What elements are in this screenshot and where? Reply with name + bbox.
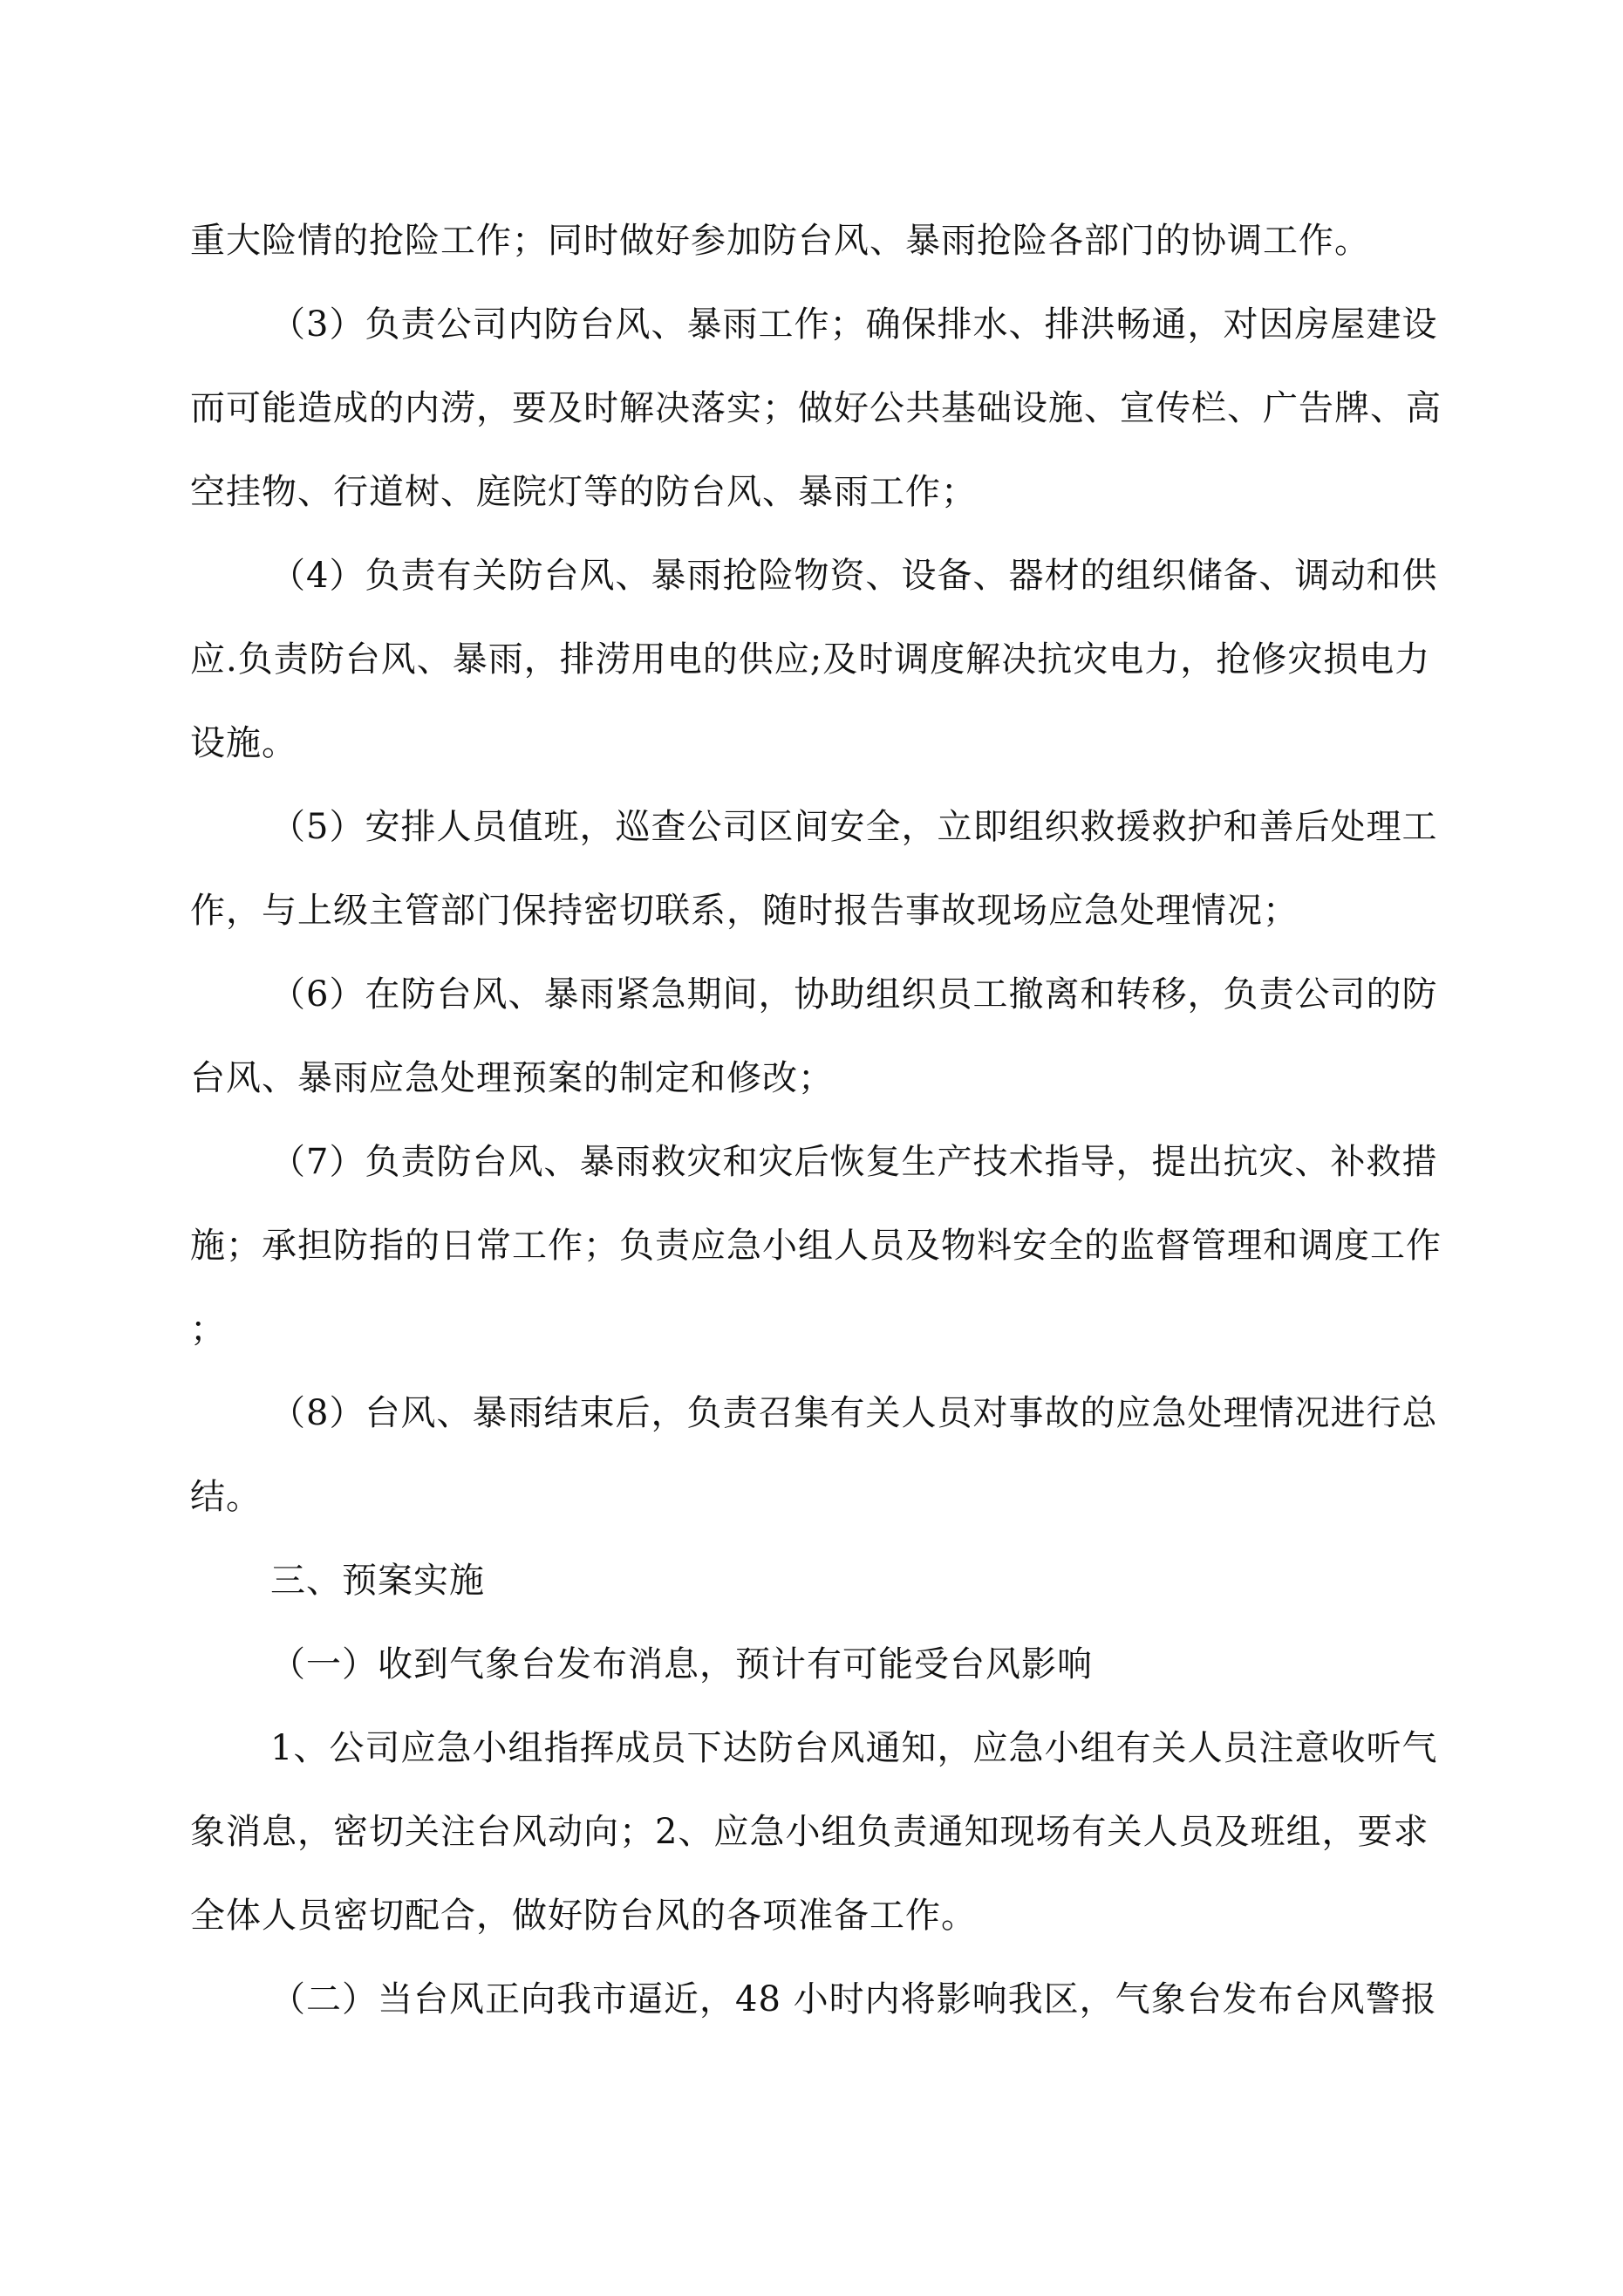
text-line: 应.负责防台风、暴雨，排涝用电的供应;及时调度解决抗灾电力，抢修灾损电力 bbox=[190, 639, 1431, 680]
text-line: （7）负责防台风、暴雨救灾和灾后恢复生产技术指导，提出抗灾、补救措 bbox=[270, 1142, 1438, 1182]
text-line: 重大险情的抢险工作；同时做好参加防台风、暴雨抢险各部门的协调工作。 bbox=[190, 221, 1370, 261]
text-line: （8）台风、暴雨结束后，负责召集有关人员对事故的应急处理情况进行总 bbox=[270, 1393, 1438, 1433]
text-line: 台风、暴雨应急处理预案的制定和修改； bbox=[190, 1058, 834, 1098]
text-line: （3）负责公司内防台风、暴雨工作；确保排水、排洪畅通，对因房屋建设 bbox=[270, 304, 1438, 345]
paragraph-lines bbox=[190, 199, 1442, 2041]
text-line: 三、预案实施 bbox=[270, 1561, 485, 1601]
text-line: 空挂物、行道树、庭院灯等的防台风、暴雨工作； bbox=[190, 472, 977, 512]
text-line: 施；承担防指的日常工作；负责应急小组人员及物料安全的监督管理和调度工作 bbox=[190, 1226, 1442, 1266]
text-line: （二）当台风正向我市逼近，48 小时内将影响我区，气象台发布台风警报 bbox=[270, 1979, 1437, 2019]
text-line: 设施。 bbox=[190, 723, 297, 763]
text-line: （4）负责有关防台风、暴雨抢险物资、设备、器材的组织储备、调动和供 bbox=[270, 556, 1438, 596]
text-line: 全体人员密切配合，做好防台风的各项准备工作。 bbox=[190, 1896, 977, 1936]
text-line: ； bbox=[190, 1309, 226, 1350]
text-line: （5）安排人员值班，巡查公司区间安全，立即组织救援救护和善后处理工 bbox=[270, 807, 1438, 847]
text-line: 而可能造成的内涝，要及时解决落实；做好公共基础设施、宣传栏、广告牌、高 bbox=[190, 388, 1442, 428]
text-line: 1、公司应急小组指挥成员下达防台风通知，应急小组有关人员注意收听气 bbox=[270, 1728, 1438, 1768]
text-line: 结。 bbox=[190, 1477, 262, 1517]
text-line: 象消息，密切关注台风动向；2、应急小组负责通知现场有关人员及班组，要求 bbox=[190, 1812, 1429, 1852]
document-body bbox=[190, 199, 1442, 2041]
text-line: 作，与上级主管部门保持密切联系，随时报告事故现场应急处理情况； bbox=[190, 891, 1299, 931]
text-line: （一）收到气象台发布消息，预计有可能受台风影响 bbox=[270, 1644, 1093, 1684]
text-line: （6）在防台风、暴雨紧急期间，协助组织员工撤离和转移，负责公司的防 bbox=[270, 974, 1438, 1015]
